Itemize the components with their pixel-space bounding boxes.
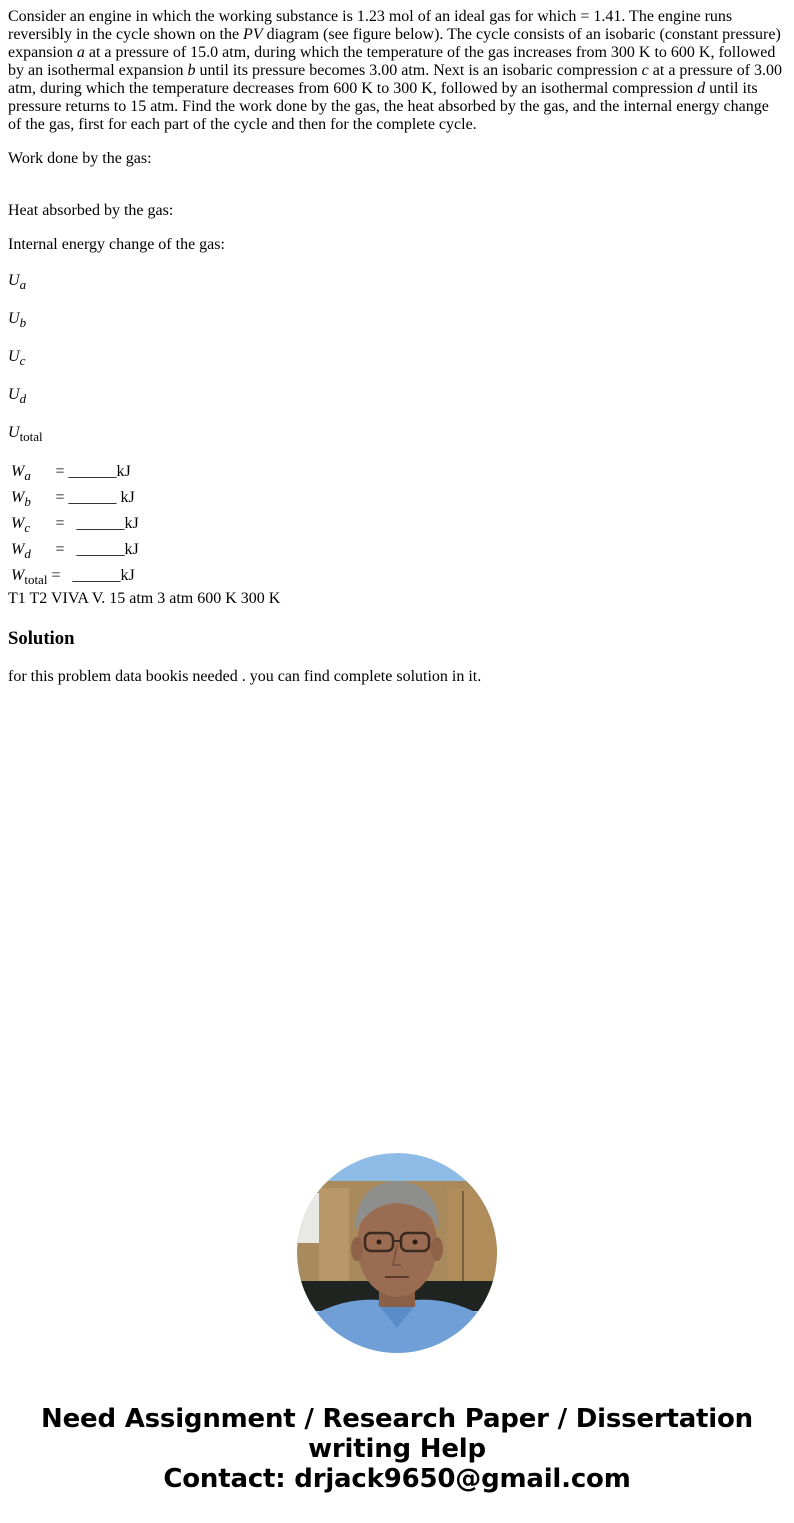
table-row bbox=[10, 460, 140, 484]
work-table bbox=[8, 458, 142, 590]
portrait-image bbox=[297, 1153, 497, 1353]
answer-blank: ______ bbox=[76, 515, 125, 532]
internal-energy-c bbox=[8, 346, 786, 368]
problem-text: until its pressure returns to 15 atm. Find the work done by the gas, the heat absorbed by the gas, and the internal energy change of the gas, first for each part of the cycle and then for the complete cycle. bbox=[8, 80, 769, 133]
internal-energy-d bbox=[8, 384, 786, 406]
problem-text-pv: PV bbox=[243, 26, 263, 43]
spacer bbox=[8, 168, 786, 186]
problem-statement bbox=[8, 8, 786, 134]
internal-energy-a bbox=[8, 270, 786, 292]
work-label: Work done by the gas: bbox=[8, 150, 152, 167]
page-content bbox=[8, 8, 786, 686]
u-symbol: U bbox=[8, 348, 20, 365]
work-answer-total[interactable]: = ______kJ bbox=[51, 567, 135, 584]
answer-blank: ______ bbox=[72, 567, 121, 584]
problem-var-c: c bbox=[641, 62, 649, 79]
u-subscript: c bbox=[19, 353, 26, 368]
promo-line-1: Need Assignment / Research Paper / Dissertation bbox=[41, 1404, 753, 1434]
work-answer-d[interactable]: = ______kJ bbox=[51, 541, 139, 558]
work-symbol-total: $W_{total}$ bbox=[11, 567, 48, 587]
table-row bbox=[10, 538, 140, 562]
u-subscript: a bbox=[19, 277, 27, 292]
table-row bbox=[10, 512, 140, 536]
table-row bbox=[10, 486, 140, 510]
promo-line-2: writing Help bbox=[308, 1434, 486, 1464]
heat-label: Heat absorbed by the gas: bbox=[8, 202, 174, 219]
problem-text: diagram (see figure below). The cycle consists of an isobaric (constant pressure) expansion bbox=[8, 26, 781, 61]
problem-text: at a pressure of 3.00 atm, during which the temperature decreases from 600 K to 300 K, followed by an isothermal compression bbox=[8, 62, 783, 97]
u-subscript: total bbox=[19, 429, 43, 444]
work-answer-b[interactable]: = ______ kJ bbox=[51, 489, 135, 506]
work-symbol-c: $W_c$ bbox=[11, 515, 31, 535]
work-symbol-b: $W_b$ bbox=[11, 489, 31, 509]
problem-var-a: a bbox=[76, 44, 85, 61]
work-answer-c[interactable]: = ______kJ bbox=[51, 515, 139, 532]
u-symbol: U bbox=[8, 272, 20, 289]
u-subscript: b bbox=[19, 315, 27, 330]
u-subscript: d bbox=[19, 391, 27, 406]
problem-text: at a pressure of 15.0 atm, during which the temperature of the gas increases from 300 K to 600 K, followed by an isothermal expansion bbox=[8, 44, 776, 79]
internal-energy-b bbox=[8, 308, 786, 330]
author-avatar bbox=[297, 1153, 497, 1353]
problem-var-d: d bbox=[697, 80, 706, 97]
work-answer-a[interactable]: = ______kJ bbox=[51, 463, 131, 480]
u-symbol: U bbox=[8, 424, 20, 441]
table-row bbox=[10, 564, 140, 588]
work-symbol-a: $W_a$ bbox=[11, 463, 31, 483]
solution-text: for this problem data bookis needed . you can find complete solution in it. bbox=[8, 668, 482, 685]
answer-blank: ______ bbox=[76, 541, 125, 558]
u-symbol: U bbox=[8, 386, 20, 403]
internal-energy-label: Internal energy change of the gas: bbox=[8, 236, 225, 253]
internal-energy-total bbox=[8, 422, 786, 444]
work-symbol-d: $W_d$ bbox=[11, 541, 31, 561]
answer-blank: ______ bbox=[68, 489, 117, 506]
problem-var-b: b bbox=[187, 62, 196, 79]
u-symbol: U bbox=[8, 310, 20, 327]
solution-heading: Solution bbox=[8, 628, 75, 649]
problem-text: until its pressure becomes 3.00 atm. Next is an isobaric compression bbox=[195, 62, 642, 79]
answer-blank: ______ bbox=[68, 463, 117, 480]
promo-contact: Contact: drjack9650@gmail.com bbox=[163, 1464, 631, 1494]
problem-text: Consider an engine in which the working substance is 1.23 mol of an ideal gas for which = 1.41. The engine runs reversibly in the cycle shown on the bbox=[8, 8, 733, 43]
promo-footer bbox=[0, 1404, 794, 1494]
figure-alt-text: T1 T2 VIVA V. 15 atm 3 atm 600 K 300 K bbox=[8, 590, 281, 607]
